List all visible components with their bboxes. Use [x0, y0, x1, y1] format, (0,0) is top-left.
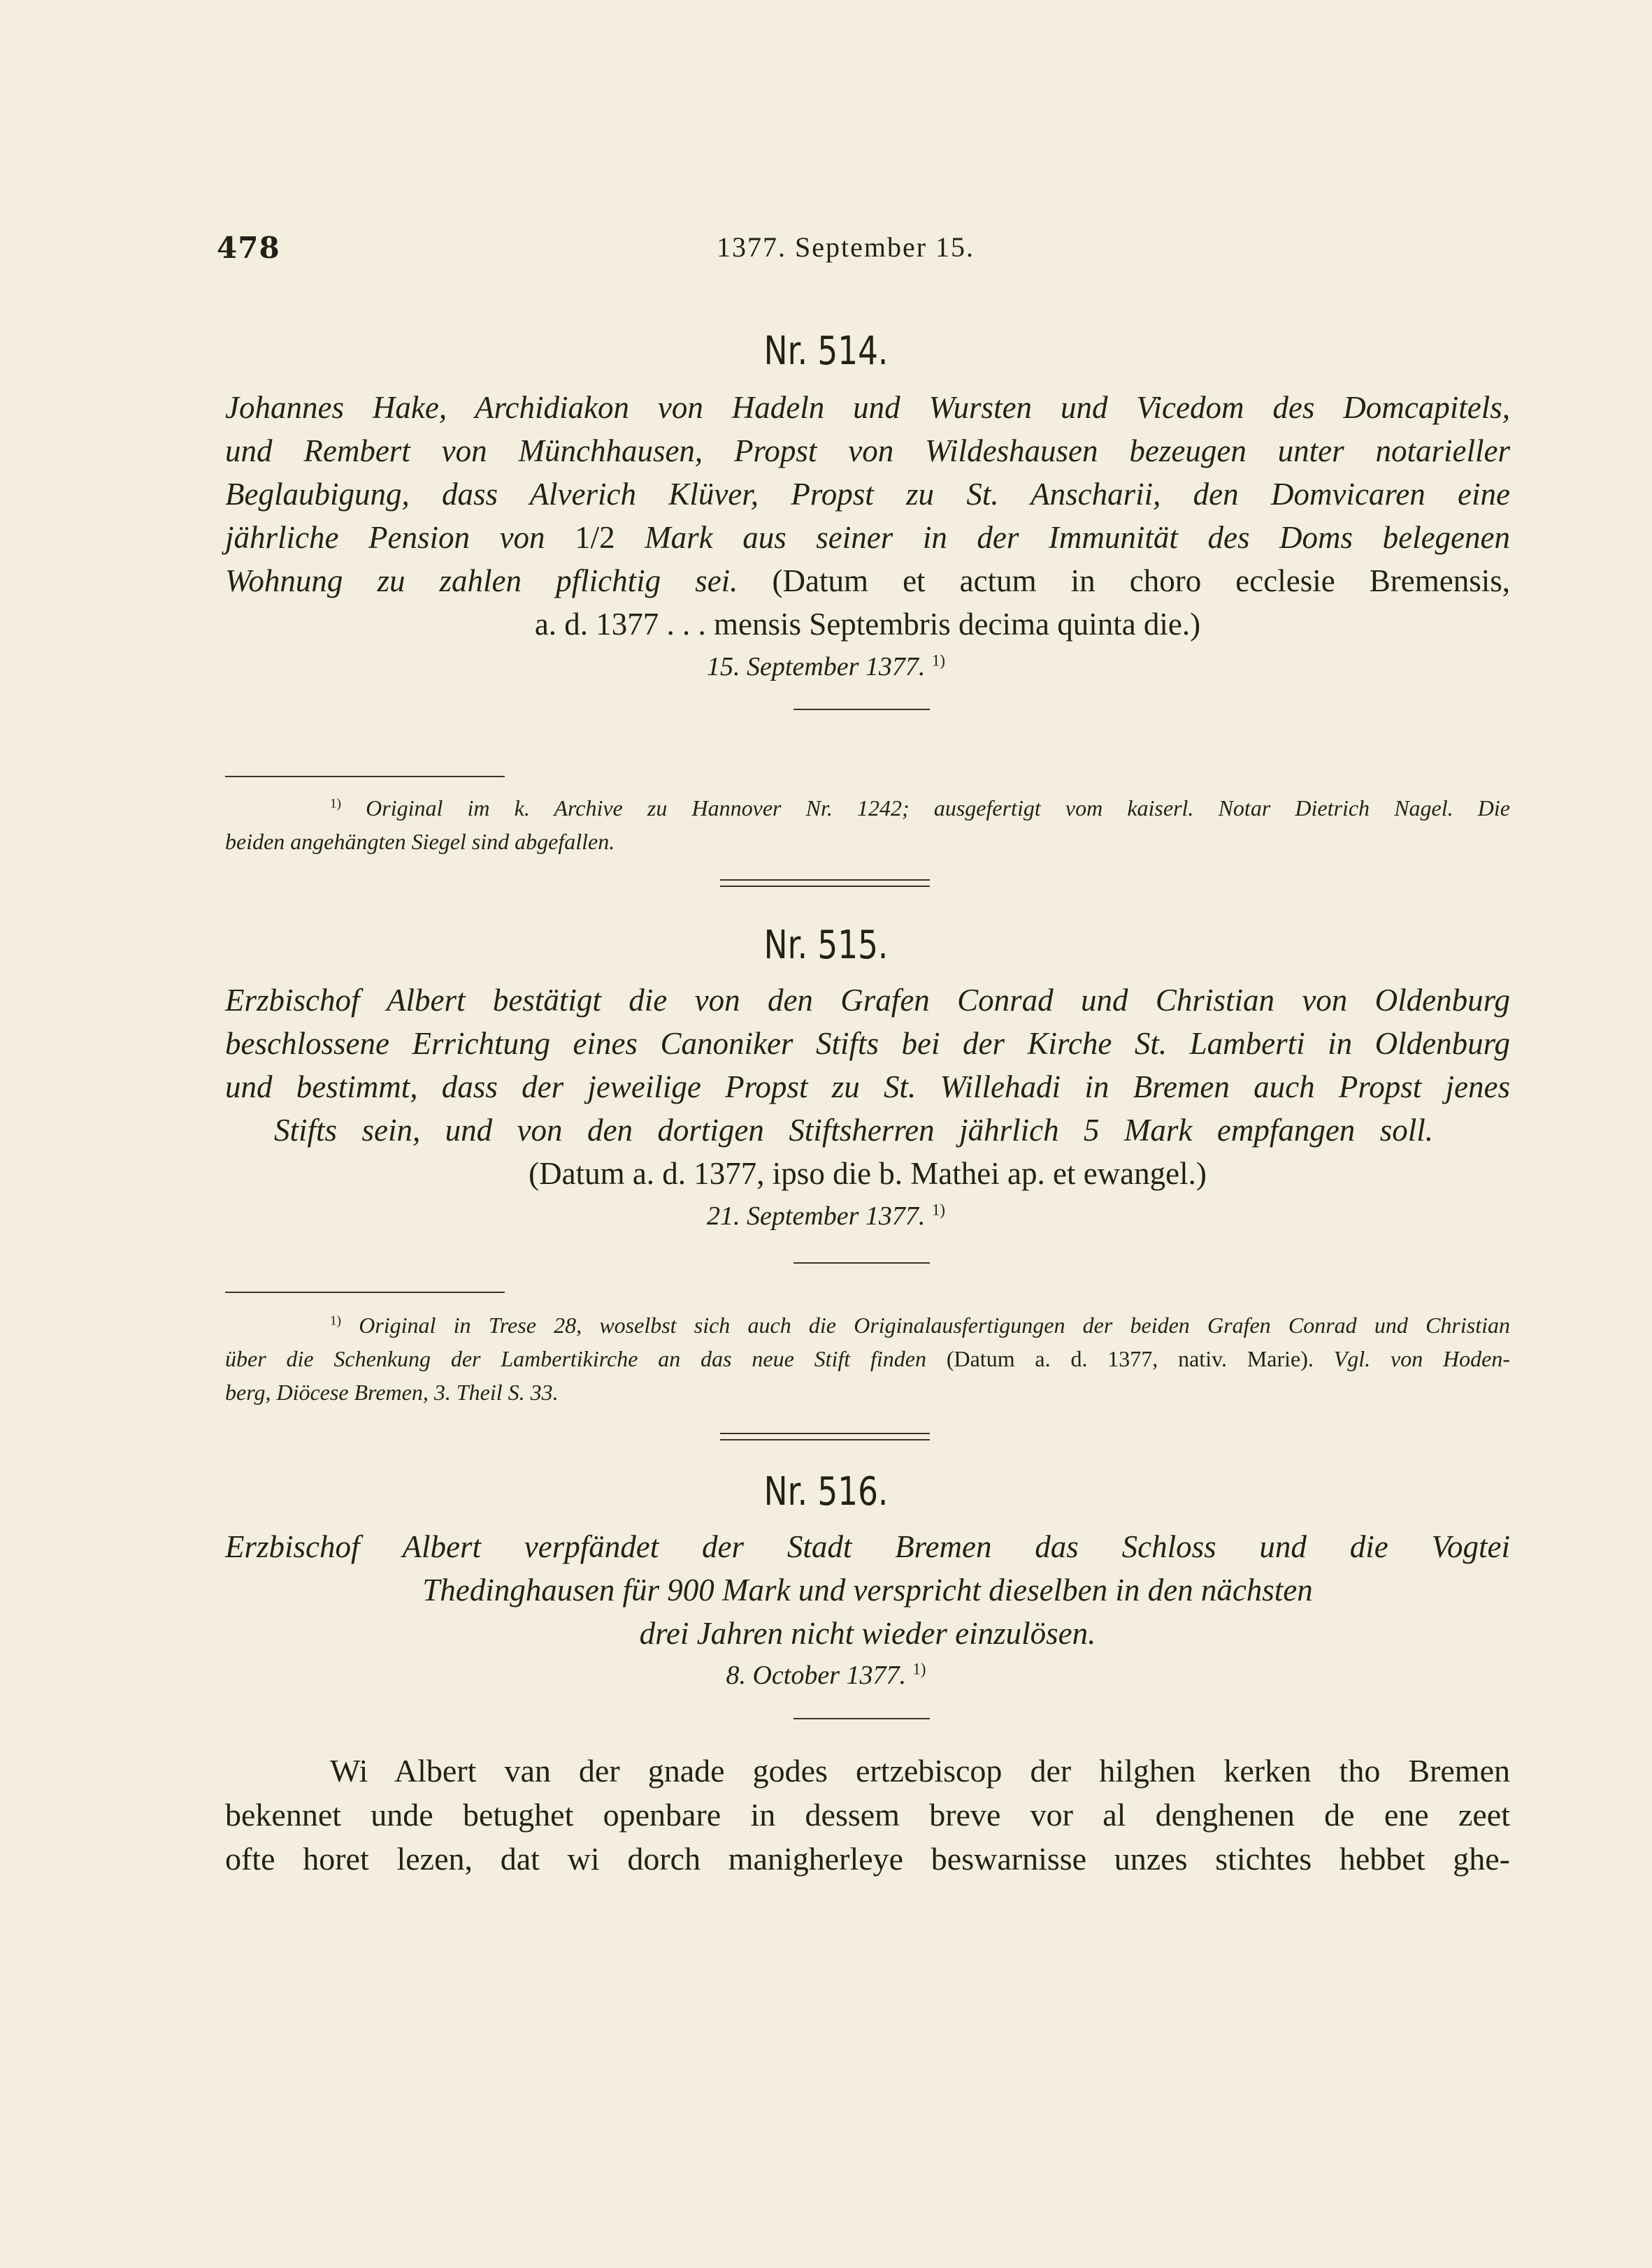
date-text: 8. October 1377.: [726, 1661, 907, 1690]
summary-line-part: Mark aus seiner in der Immunität des Doms belegenen: [615, 520, 1510, 555]
footnote-marker: 1): [931, 651, 945, 670]
summary-line: Erzbischof Albert verpfändet der Stadt Bremen das Schloss und die Vogtei: [225, 1529, 1510, 1564]
body-line: Wi Albert van der gnade godes ertzebiscop der hilghen kerken tho Bremen: [330, 1753, 1510, 1789]
entry-title-515: Nr. 515.: [763, 923, 889, 968]
summary-line: a. d. 1377 . . . mensis Septembris decima quinta die.): [534, 607, 1201, 642]
date-text: 21. September 1377.: [707, 1201, 926, 1231]
footnote-divider: [225, 776, 505, 777]
footnote-line: berg, Diöcese Bremen, 3. Theil S. 33.: [225, 1380, 559, 1405]
section-divider: [793, 709, 930, 710]
fraction: 1/2: [575, 520, 615, 555]
footnote-datum: (Datum a. d. 1377, nativ. Marie).: [926, 1346, 1314, 1371]
summary-line: (Datum a. d. 1377, ipso die b. Mathei ap. et ewangel.): [529, 1156, 1207, 1191]
entry-date-514: [0, 651, 1652, 682]
summary-line: Stifts sein, und von den dortigen Stiftsherren jährlich 5 Mark empfangen soll.: [274, 1113, 1433, 1148]
summary-line: Beglaubigung, dass Alverich Klüver, Propst zu St. Anscharii, den Domvicaren eine: [225, 477, 1510, 512]
entry-title-514: Nr. 514.: [763, 328, 889, 374]
footnote-line: [225, 1308, 1510, 1342]
section-divider: [793, 1718, 930, 1719]
summary-line: Thedinghausen für 900 Mark und verspricht dieselben in den nächsten: [422, 1573, 1313, 1608]
document-body-text: [225, 1749, 1510, 1881]
summary-line-part: Wohnung zu zahlen pflichtig sei.: [225, 563, 738, 598]
body-line: bekennet unde betughet openbare in dessem breve vor al denghenen de ene zeet: [225, 1797, 1510, 1833]
entry-date-515: [0, 1201, 1652, 1231]
footnote-divider: [225, 1292, 505, 1293]
entry-date-516: [0, 1660, 1652, 1691]
summary-line: beschlossene Errichtung eines Canoniker Stifts bei der Kirche St. Lamberti in Oldenburg: [225, 1026, 1510, 1061]
entry-summary-515: [225, 978, 1510, 1195]
summary-line: Erzbischof Albert bestätigt die von den Grafen Conrad und Christian von Oldenburg: [225, 983, 1510, 1018]
entry-separator: [720, 1433, 930, 1440]
footnote-line: [225, 791, 1510, 825]
summary-line: und bestimmt, dass der jeweilige Propst zu St. Willehadi in Bremen auch Propst jenes: [225, 1069, 1510, 1104]
page-header: [217, 231, 1510, 280]
entry-summary-514: [225, 386, 1510, 646]
date-text: 15. September 1377.: [707, 652, 926, 681]
footnote-line: [225, 1342, 1510, 1375]
summary-line: Johannes Hake, Archidiakon von Hadeln und Wursten und Vicedom des Domcapitels,: [225, 390, 1510, 425]
summary-line: und Rembert von Münchhausen, Propst von Wildeshausen bezeugen unter notarieller: [225, 433, 1510, 468]
footnote-marker: 1): [931, 1201, 945, 1219]
footnote-text: Vgl. von Hoden-: [1313, 1346, 1511, 1371]
footnote-line: beiden angehängten Siegel sind abgefallen.: [225, 829, 615, 854]
entry-title-516: Nr. 516.: [763, 1469, 889, 1515]
footnote-text: über die Schenkung der Lambertikirche an das neue Stift finden: [225, 1346, 926, 1371]
footnote-514: [225, 791, 1510, 858]
section-divider: [793, 1262, 930, 1264]
running-head: 1377. September 15.: [717, 231, 975, 263]
summary-line: [225, 516, 1510, 559]
footnote-515: [225, 1308, 1510, 1409]
summary-datum: (Datum et actum in choro ecclesie Bremensis,: [738, 563, 1511, 598]
footnote-number: 1): [330, 796, 341, 811]
footnote-text: Original in Trese 28, woselbst sich auch die Originalausfertigungen der beiden Grafen Conrad und Christian: [359, 1313, 1511, 1338]
summary-line: drei Jahren nicht wieder einzulösen.: [639, 1616, 1096, 1651]
entry-summary-516: [225, 1525, 1510, 1655]
summary-line: [225, 559, 1510, 602]
footnote-marker: 1): [912, 1660, 926, 1678]
footnote-text: Original im k. Archive zu Hannover Nr. 1242; ausgefertigt vom kaiserl. Notar Dietrich Nagel. Die: [366, 795, 1511, 821]
summary-line-part: jährliche Pension von: [225, 520, 575, 555]
page-number: 478: [217, 231, 280, 265]
footnote-number: 1): [330, 1313, 341, 1329]
entry-separator: [720, 879, 930, 887]
body-line: ofte horet lezen, dat wi dorch manigherleye beswarnisse unzes stichtes hebbet ghe-: [225, 1841, 1510, 1877]
